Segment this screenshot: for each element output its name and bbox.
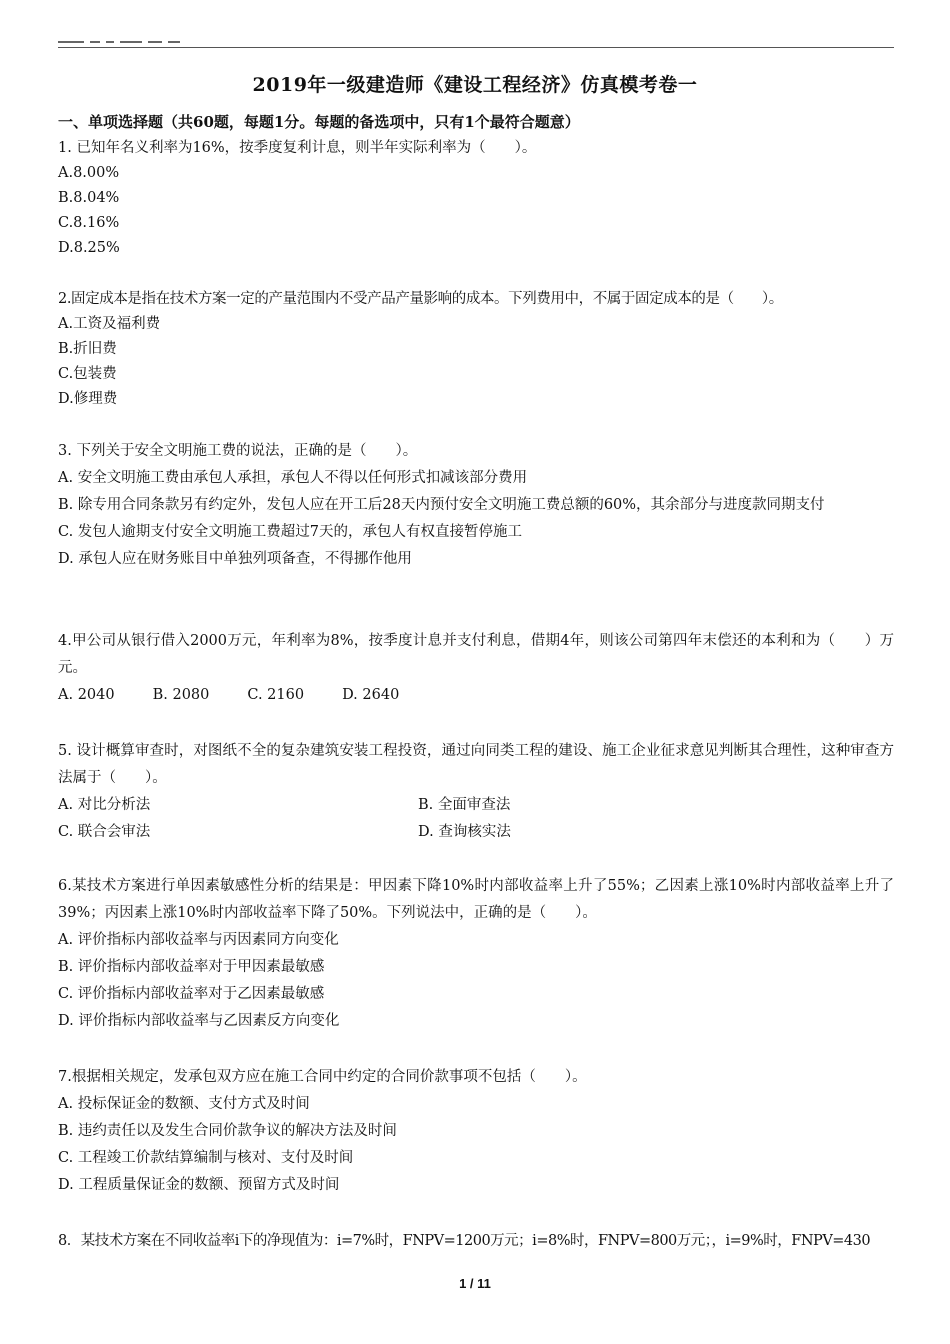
- page-title: 2019年一级建造师《建设工程经济》仿真模考卷一: [252, 74, 698, 96]
- option-b: B. 全面审查法: [418, 797, 511, 813]
- option-c: C. 发包人逾期支付安全文明施工费超过7天的，承包人有权直接暂停施工: [58, 524, 523, 540]
- option-b: B. 评价指标内部收益率对于甲因素最敏感: [58, 959, 325, 975]
- option-d: D.修理费: [58, 391, 118, 407]
- option-a: A. 2040: [58, 687, 115, 703]
- option-d: D. 查询核实法: [418, 824, 511, 840]
- option-d: D. 承包人应在财务账目中单独列项备查，不得挪作他用: [58, 551, 412, 567]
- question-stem: 7.根据相关规定，发承包双方应在施工合同中约定的合同价款事项不包括（ ）。: [58, 1069, 587, 1085]
- question-4: [58, 628, 894, 709]
- option-a: A. 对比分析法: [58, 797, 151, 813]
- options-grid: [58, 792, 894, 846]
- option-a: A. 安全文明施工费由承包人承担，承包人不得以任何形式扣减该部分费用: [58, 470, 528, 486]
- question-2: [58, 286, 894, 413]
- option-a: A. 评价指标内部收益率与丙因素同方向变化: [58, 932, 339, 948]
- question-5: [58, 738, 894, 846]
- question-6: [58, 873, 894, 1035]
- option-d: D. 工程质量保证金的数额、预留方式及时间: [58, 1177, 340, 1193]
- option-d: D.8.25%: [58, 240, 120, 256]
- page-number: 1 / 11: [459, 1276, 491, 1291]
- options-row: [58, 682, 894, 709]
- option-b: B.8.04%: [58, 190, 120, 206]
- question-stem: 4.甲公司从银行借入2000万元，年利率为8%，按季度计息并支付利息，借期4年，则该公司第四年末偿还的本利和为（ ）万元。: [58, 633, 894, 676]
- option-d: D. 2640: [342, 687, 400, 703]
- question-stem: 2.固定成本是指在技术方案一定的产量范围内不受产品产量影响的成本。下列费用中，不属于固定成本的是（ ）。: [58, 291, 783, 307]
- option-b: B. 除专用合同条款另有约定外，发包人应在开工后28天内预付安全文明施工费总额的60%，其余部分与进度款同期支付: [58, 497, 825, 513]
- question-stem: 6.某技术方案进行单因素敏感性分析的结果是：甲因素下降10%时内部收益率上升了55%；乙因素上涨10%时内部收益率上升了39%；丙因素上涨10%时内部收益率下降了50%。下列说法中，正确的是（ ）。: [58, 878, 894, 921]
- option-a: A. 投标保证金的数额、支付方式及时间: [58, 1096, 310, 1112]
- option-c: C. 2160: [247, 687, 305, 703]
- question-stem: 1. 已知年名义利率为16%，按季度复利计息，则半年实际利率为（ ）。: [58, 140, 537, 156]
- question-8: [58, 1228, 894, 1255]
- option-a: A.8.00%: [58, 165, 120, 181]
- option-b: B. 违约责任以及发生合同价款争议的解决方法及时间: [58, 1123, 397, 1139]
- option-c: C. 联合会审法: [58, 824, 151, 840]
- question-stem: 3. 下列关于安全文明施工费的说法，正确的是（ ）。: [58, 443, 418, 459]
- option-c: C. 评价指标内部收益率对于乙因素最敏感: [58, 986, 325, 1002]
- option-b: B. 2080: [152, 687, 210, 703]
- section-heading: 一、单项选择题（共60题，每题1分。每题的备选项中，只有1个最符合题意）: [58, 113, 580, 131]
- option-b: B.折旧费: [58, 341, 117, 357]
- question-7: [58, 1064, 894, 1199]
- question-stem: 5. 设计概算审查时，对图纸不全的复杂建筑安装工程投资，通过向同类工程的建设、施工企业征求意见判断其合理性，这种审查方法属于（ ）。: [58, 743, 894, 786]
- header-rule: [58, 47, 894, 48]
- question-1: [58, 135, 894, 262]
- option-c: C. 工程竣工价款结算编制与核对、支付及时间: [58, 1150, 354, 1166]
- option-c: C.8.16%: [58, 215, 120, 231]
- option-a: A.工资及福利费: [58, 316, 161, 332]
- question-3: [58, 438, 894, 573]
- option-d: D. 评价指标内部收益率与乙因素反方向变化: [58, 1013, 340, 1029]
- option-c: C.包装费: [58, 366, 117, 382]
- question-stem: 8．某技术方案在不同收益率i下的净现值为：i=7%时，FNPV=1200万元；i=8%时，FNPV=800万元；，i=9%时，FNPV=430: [58, 1233, 871, 1249]
